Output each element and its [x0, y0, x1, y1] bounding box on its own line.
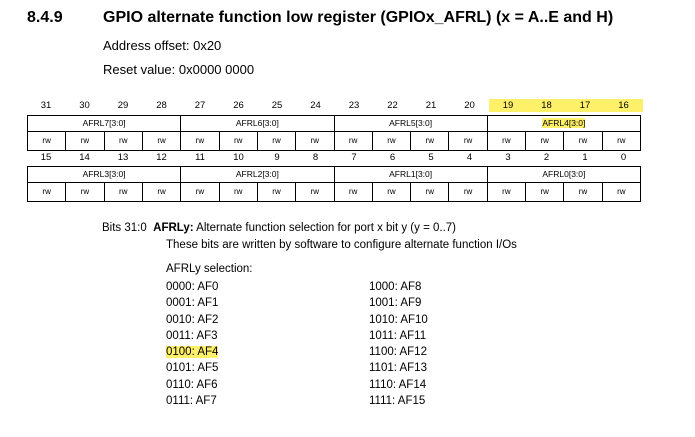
access-cell: rw	[411, 183, 449, 202]
selection-entry: 1110: AF14	[369, 378, 427, 391]
access-cell: rw	[449, 132, 487, 151]
selection-entry: 1111: AF15	[369, 395, 426, 408]
access-cell: rw	[487, 183, 525, 202]
access-row	[28, 183, 641, 202]
access-cell: rw	[28, 132, 66, 151]
access-cell: rw	[296, 183, 334, 202]
field-afrl2: AFRL2[3:0]	[181, 167, 334, 183]
access-cell: rw	[257, 132, 295, 151]
access-cell: rw	[602, 132, 640, 151]
access-cell: rw	[372, 132, 410, 151]
bit-number: 27	[194, 100, 206, 111]
field-afrl6: AFRL6[3:0]	[181, 116, 334, 132]
bits-range: Bits 31:0	[102, 222, 147, 234]
bit-number: 26	[233, 100, 244, 111]
field-afrl7: AFRL7[3:0]	[28, 116, 181, 132]
bit-number: 23	[348, 100, 360, 111]
bit-number: 9	[274, 152, 280, 163]
address-offset: Address offset: 0x20	[103, 38, 222, 53]
bit-number: 8	[312, 152, 319, 163]
access-cell: rw	[449, 183, 487, 202]
selection-left-column	[166, 279, 218, 409]
bit-number: 15	[40, 152, 52, 163]
access-cell: rw	[104, 132, 142, 151]
access-cell: rw	[296, 132, 334, 151]
bit-number: 28	[156, 100, 167, 111]
access-cell: rw	[411, 132, 449, 151]
bit-number: 0	[620, 152, 627, 163]
bit-number: 31	[40, 100, 52, 111]
bit-number: 20	[464, 100, 475, 111]
field-afrl4	[487, 116, 640, 132]
reset-value: Reset value: 0x0000 0000	[103, 62, 255, 77]
access-cell: rw	[564, 132, 602, 151]
access-cell: rw	[142, 183, 180, 202]
selection-entry: 0111: AF7	[166, 395, 217, 408]
bits-description	[102, 222, 456, 234]
selection-entry: 0101: AF5	[166, 362, 219, 375]
bit-number: 2	[543, 152, 550, 163]
access-cell: rw	[334, 183, 372, 202]
selection-entry: 1101: AF13	[369, 362, 427, 375]
field-name: AFRLy:	[153, 222, 194, 234]
field-afrl0: AFRL0[3:0]	[487, 167, 640, 183]
bit-number: 11	[195, 152, 205, 163]
bit-number: 30	[79, 100, 90, 111]
access-cell: rw	[526, 183, 564, 202]
access-cell: rw	[181, 132, 219, 151]
register-lower-table	[27, 166, 641, 202]
bit-number: 6	[389, 152, 396, 163]
access-cell: rw	[181, 183, 219, 202]
bit-number: 14	[79, 152, 90, 163]
bit-number-highlighted: 17	[566, 99, 605, 112]
selection-entry: 0110: AF6	[166, 378, 218, 391]
bit-number: 7	[351, 152, 357, 163]
access-cell: rw	[219, 132, 257, 151]
access-cell: rw	[487, 132, 525, 151]
access-cell: rw	[257, 183, 295, 202]
access-cell: rw	[564, 183, 602, 202]
selection-entry: 1010: AF10	[369, 313, 428, 326]
access-cell: rw	[142, 132, 180, 151]
selection-entry: 1000: AF8	[369, 281, 422, 293]
section-number: 8.4.9	[27, 9, 63, 26]
bit-number: 25	[271, 100, 283, 111]
field-afrl3: AFRL3[3:0]	[28, 167, 181, 183]
access-cell: rw	[334, 132, 372, 151]
field-afrl1: AFRL1[3:0]	[334, 167, 487, 183]
access-row	[28, 132, 641, 151]
access-cell: rw	[219, 183, 257, 202]
bit-number: 1	[582, 152, 588, 163]
access-cell: rw	[66, 132, 104, 151]
field-afrl5: AFRL5[3:0]	[334, 116, 487, 132]
selection-entry: 0001: AF1	[166, 297, 219, 310]
upper-bit-numbers	[27, 99, 641, 112]
selection-title: AFRLy selection:	[166, 263, 253, 275]
selection-entry: 0011: AF3	[166, 329, 218, 342]
bit-number: 13	[117, 152, 129, 163]
selection-entry: 0010: AF2	[166, 313, 219, 326]
bit-number: 21	[425, 100, 437, 111]
section-title: GPIO alternate function low register (GPIOx_AFRL) (x = A..E and H)	[103, 9, 614, 26]
access-cell: rw	[372, 183, 410, 202]
bit-number: 29	[117, 100, 129, 111]
register-upper-table	[27, 115, 641, 151]
access-cell: rw	[28, 183, 66, 202]
bit-number-highlighted: 18	[527, 99, 566, 112]
field-row	[28, 116, 641, 132]
bit-number: 10	[233, 152, 244, 163]
selection-entry: 1011: AF11	[369, 329, 427, 342]
bit-number: 12	[156, 152, 167, 163]
bit-number: 3	[505, 152, 511, 163]
field-description: Alternate function selection for port x bit y (y = 0..7)	[196, 222, 457, 234]
access-cell: rw	[602, 183, 640, 202]
lower-bit-numbers	[27, 151, 641, 164]
access-cell: rw	[526, 132, 564, 151]
bit-number-highlighted: 16	[604, 99, 643, 112]
selection-entry: 1100: AF12	[369, 346, 427, 359]
bit-number-highlighted: 19	[489, 99, 528, 112]
write-note: These bits are written by software to configure alternate function I/Os	[166, 239, 517, 251]
access-cell: rw	[104, 183, 142, 202]
bit-number: 24	[310, 100, 321, 111]
bit-number: 4	[466, 152, 473, 163]
selection-right-column	[369, 279, 428, 409]
access-cell: rw	[66, 183, 104, 202]
field-afrl4-label: AFRL4[3:0]	[542, 118, 586, 128]
field-row	[28, 167, 641, 183]
selection-entry: 1001: AF9	[369, 297, 422, 310]
bit-number: 22	[387, 100, 398, 111]
selection-entry: 0000: AF0	[166, 281, 219, 293]
bit-number: 5	[428, 152, 434, 163]
selection-entry-highlighted: 0100: AF4	[166, 346, 219, 359]
